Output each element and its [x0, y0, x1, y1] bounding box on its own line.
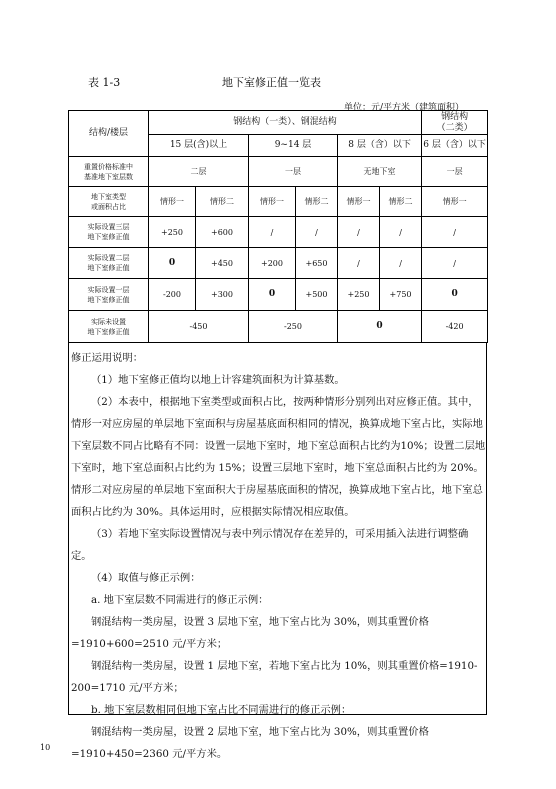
- table-cell: /: [380, 248, 422, 279]
- table-cell: -250: [249, 311, 338, 343]
- table-cell: +600: [196, 217, 249, 248]
- note-paragraph: （4）取值与修正示例：: [91, 572, 201, 584]
- table-cell: -420: [422, 311, 488, 343]
- floor-header: 9~14 层: [249, 135, 338, 157]
- table-number: 表 1-3: [88, 76, 121, 89]
- table-cell: 情形二: [196, 187, 249, 217]
- note-paragraph: （3）若地下室实际设置情况与表中列示情况存在差异的，可采用插入法进行调整确定。: [71, 528, 469, 562]
- note-paragraph: a. 地下室层数不同需进行的修正示例：: [91, 594, 269, 606]
- page-number: 10: [40, 743, 51, 752]
- basement-correction-table: [68, 110, 487, 760]
- correction-table: [68, 110, 488, 343]
- table-cell: +450: [196, 248, 249, 279]
- table-cell: +500: [296, 279, 338, 311]
- table-cell: +300: [196, 279, 249, 311]
- row-label: 实际未设置 地下室修正值: [69, 311, 149, 343]
- table-cell: +250: [149, 217, 196, 248]
- table-cell: 0: [149, 248, 196, 279]
- notes-section: [68, 343, 487, 760]
- row-label: 重置价格标准中 基准地下室层数: [69, 157, 149, 187]
- note-paragraph: （1）地下室修正值均以地上计容建筑面积为计算基数。: [91, 374, 345, 386]
- table-cell: +650: [296, 248, 338, 279]
- table-cell: 情形二: [380, 187, 422, 217]
- table-cell: 情形一: [149, 187, 196, 217]
- table-cell: 情形一: [249, 187, 296, 217]
- note-paragraph: 钢混结构一类房屋，设置 3 层地下室，地下室占比为 30%，则其重置价格=1910+600=2510 元/平方米；: [71, 616, 429, 650]
- group-header-steel-class2: 钢结构 （二类）: [422, 111, 488, 135]
- table-cell: +250: [338, 279, 380, 311]
- note-paragraph: 钢混结构一类房屋，设置 1 层地下室，若地下室占比为 10%，则其重置价格=1910-200=1710 元/平方米；: [71, 660, 478, 694]
- table-cell: 0: [249, 279, 296, 311]
- column-header-structure-floor: 结构/楼层: [69, 111, 149, 157]
- table-cell: /: [338, 248, 380, 279]
- row-label: 实际设置一层 地下室修正值: [69, 279, 149, 311]
- table-cell: 情形二: [296, 187, 338, 217]
- table-cell: /: [422, 217, 488, 248]
- group-header-steel-mixed: 钢结构（一类）、钢混结构: [149, 111, 422, 135]
- row-label: 实际设置三层 地下室修正值: [69, 217, 149, 248]
- row-label: 地下室类型 或面积占比: [69, 187, 149, 217]
- table-cell: 无地下室: [338, 157, 422, 187]
- table-cell: -200: [149, 279, 196, 311]
- table-cell: -450: [149, 311, 249, 343]
- floor-header: 15 层(含)以上: [149, 135, 249, 157]
- table-cell: /: [249, 217, 296, 248]
- table-title: 地下室修正值一览表: [222, 76, 321, 89]
- table-cell: /: [422, 248, 488, 279]
- floor-header: 6 层（含）以下: [422, 135, 488, 157]
- table-cell: 一层: [249, 157, 338, 187]
- note-paragraph: b. 地下室层数相同但地下室占比不同需进行的修正示例：: [91, 704, 352, 716]
- note-paragraph: （2）本表中，根据地下室类型或面积占比，按两种情形分别列出对应修正值。其中，情形一对应房屋的单层地下室面积与房屋基底面积相同的情况，换算成地下室占比，实际地下室层数不同占比略有不同：设置一层地下室时，地下室总面积占比约为10%；设置二层地下室时，地下室总面积占比约为 15%；设置三层地下室时，地下室总面积占比约为 20%。情形二对应房屋的单层地下室面积大于房屋基底面积的情况，换算成地下室占比，地下室总面积占比约为 30%。具体运用时，应根据实际情况相应取值。: [71, 396, 486, 518]
- table-cell: /: [380, 217, 422, 248]
- table-cell: 一层: [422, 157, 488, 187]
- table-cell: /: [296, 217, 338, 248]
- table-cell: 0: [338, 311, 422, 343]
- note-paragraph: 钢混结构一类房屋，设置 2 层地下室，地下室占比为 30%，则其重置价格=1910+450=2360 元/平方米。: [71, 726, 429, 760]
- table-cell: 情形一: [422, 187, 488, 217]
- table-cell: 二层: [149, 157, 249, 187]
- table-cell: 情形一: [338, 187, 380, 217]
- table-cell: +750: [380, 279, 422, 311]
- unit-label: 单位：元/平方米（建筑面积）: [343, 103, 464, 113]
- table-cell: 0: [422, 279, 488, 311]
- table-cell: /: [338, 217, 380, 248]
- row-label: 实际设置二层 地下室修正值: [69, 248, 149, 279]
- notes-heading: 修正运用说明：: [71, 352, 144, 364]
- table-cell: +200: [249, 248, 296, 279]
- floor-header: 8 层（含）以下: [338, 135, 422, 157]
